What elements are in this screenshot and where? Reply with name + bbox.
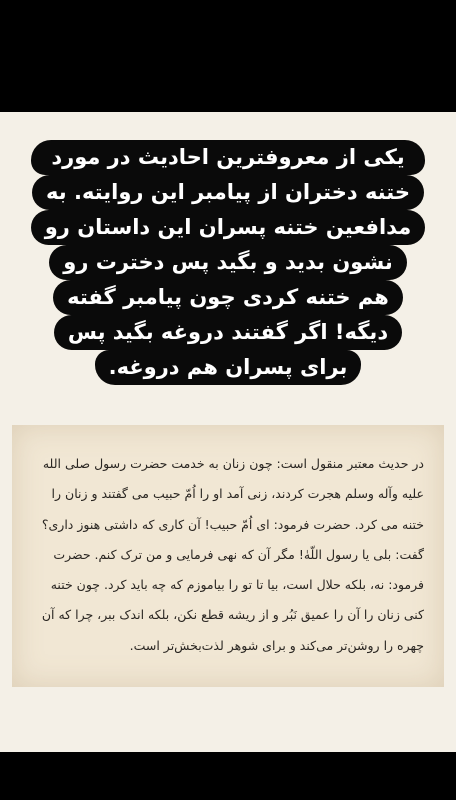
top-black-band <box>0 0 456 112</box>
hadith-line: چهره را روشن‌تر می‌کند و برای شوهر لذت‌بخش‌تر است. <box>129 637 424 653</box>
caption-line-text: دیگه! اگر گفتند دروغه بگید پس <box>54 315 402 350</box>
caption-line-text: نشون بدید و بگید پس دخترت رو <box>49 245 406 280</box>
bottom-black-band <box>0 752 456 800</box>
caption-line-text: برای پسران هم دروغه. <box>95 350 362 385</box>
hadith-line: ختنه می کرد. حضرت فرمود: ای اُمّ حبیب! آن کاری که داشتی هنوز داری؟ <box>41 516 424 532</box>
caption-line <box>0 140 456 175</box>
caption-line <box>0 245 456 280</box>
caption-line <box>0 280 456 315</box>
hadith-line: کنی زنان را آن را عمیق نَبُر و از ریشه قطع نکن، بلکه اندک ببر، چرا که آن <box>41 607 424 623</box>
caption-line <box>0 175 456 210</box>
book-page-scan <box>12 425 444 687</box>
caption-line-text: هم ختنه کردی چون پیامبر گفته <box>53 280 403 315</box>
hadith-line: در حدیث معتبر منقول است: چون زنان به خدمت حضرت رسول صلی الله <box>42 456 424 471</box>
caption-line <box>0 210 456 245</box>
hadith-line: فرمود: نه، بلکه حلال است، بیا تا تو را بیاموزم که چه باید کرد. چون ختنه <box>50 577 424 593</box>
caption-line-text: مدافعین ختنه پسران این داستان رو <box>31 210 426 245</box>
caption-line <box>0 315 456 350</box>
caption-line-text: ختنه دختران از پیامبر این روایته. به <box>32 175 424 210</box>
caption-sticker <box>0 140 456 385</box>
caption-line-text: یکی از معروفترین احادیث در مورد <box>31 140 424 175</box>
caption-line <box>0 350 456 385</box>
hadith-line: علیه وآله وسلم هجرت کردند، زنی آمد او را اُمّ حبیب می گفتند و زنان را <box>51 486 424 502</box>
hadith-line: گفت: بلی یا رسول اللّهٰ! مگر آن که نهی فرمایی و من ترک کنم. حضرت <box>53 546 424 562</box>
hadith-text <box>32 449 424 661</box>
